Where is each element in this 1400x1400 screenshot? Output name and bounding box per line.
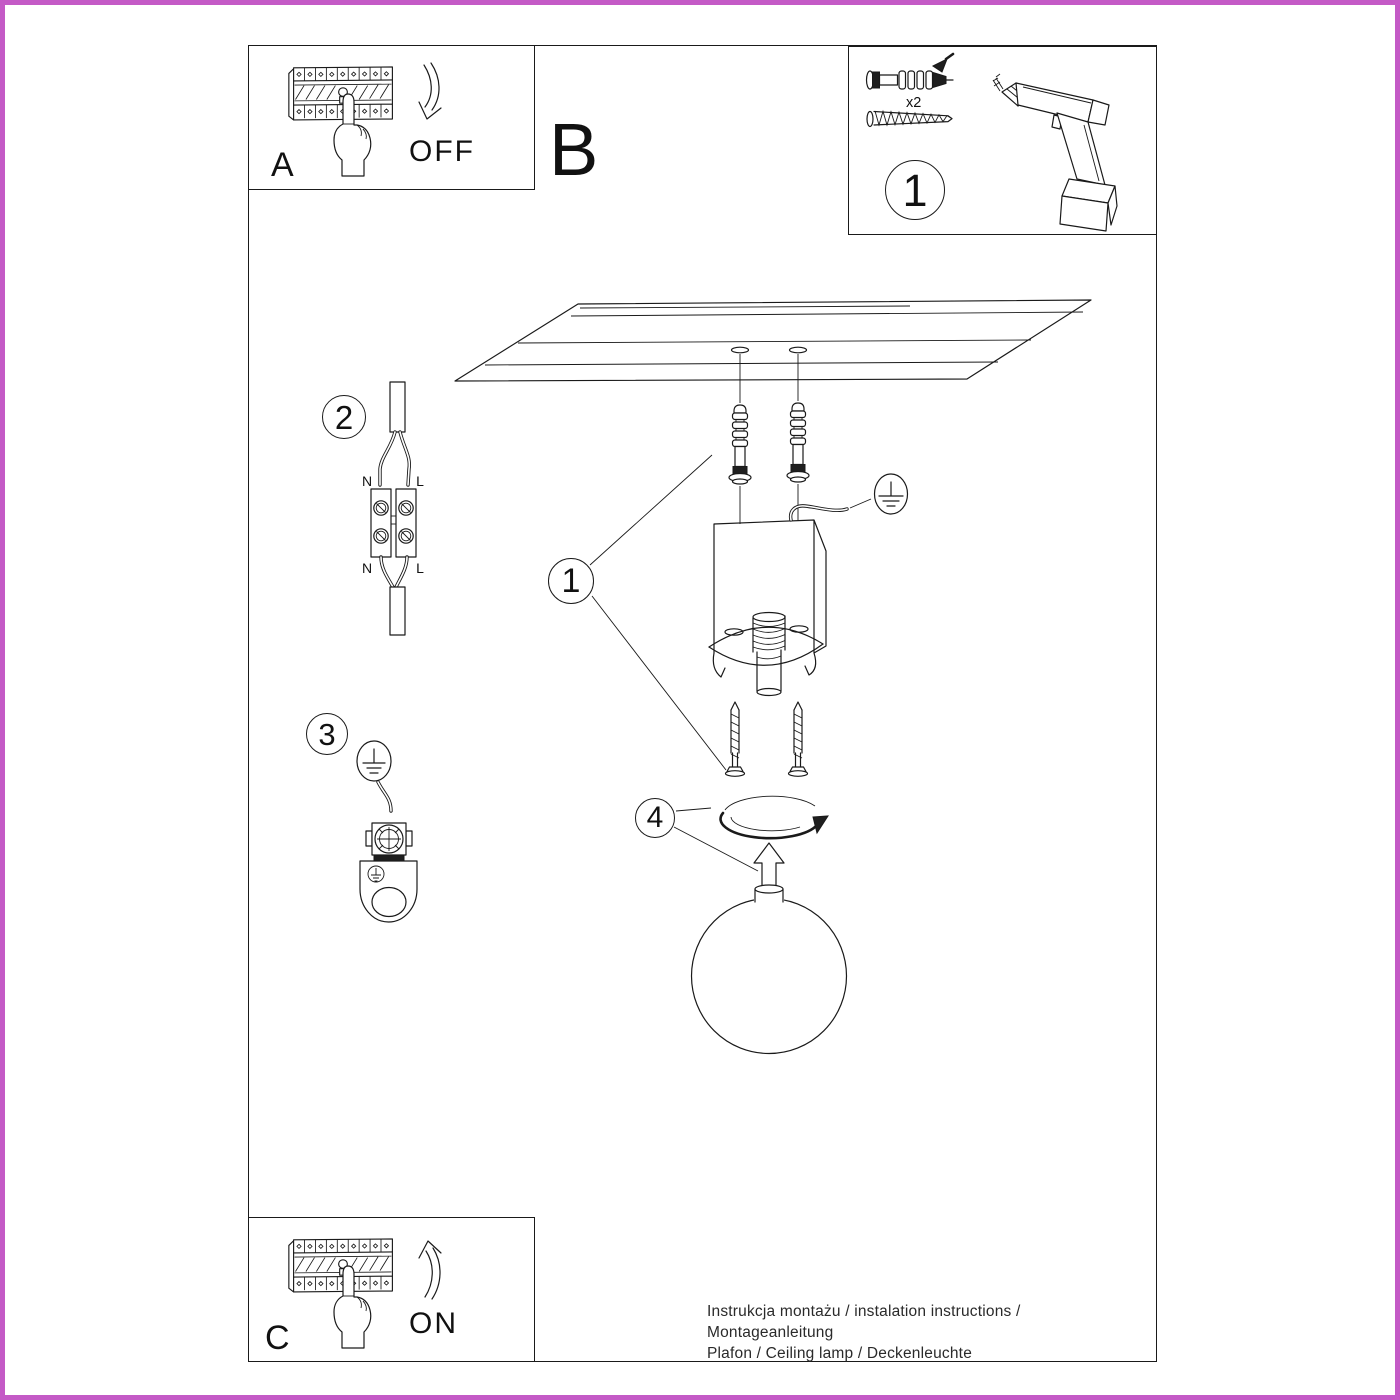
quantity-label: x2 xyxy=(906,95,922,111)
step-a-power-off-box xyxy=(248,45,535,190)
mount-screw-left xyxy=(726,702,745,776)
step-3-badge: 3 xyxy=(306,713,348,755)
terminal-block xyxy=(371,489,416,557)
wire-label-n-top: N xyxy=(361,473,373,489)
arrow-down-icon xyxy=(419,63,441,119)
wire-label-l-bottom: L xyxy=(416,560,424,576)
arrow-up-icon xyxy=(419,1241,441,1299)
step-4-badge: 4 xyxy=(635,798,675,838)
glass-globe xyxy=(692,885,847,1054)
lamp-mount-body xyxy=(709,506,847,696)
screw-icon xyxy=(867,111,952,127)
earth-ground-icon xyxy=(875,474,908,514)
wall-plug-icon xyxy=(867,54,954,89)
wire-label-n-bottom: N xyxy=(361,560,373,576)
wall-plug-left xyxy=(729,405,751,484)
ceiling-panel xyxy=(455,300,1091,381)
footer-line-1: Instrukcja montażu / instalation instructions / Montageanleitung xyxy=(707,1303,1021,1341)
leader-line-step4 xyxy=(674,808,758,871)
wall-plug-right xyxy=(787,403,809,482)
circuit-breaker-icon xyxy=(289,67,393,120)
wire-label-l-top: L xyxy=(416,473,424,489)
lamp-socket xyxy=(753,613,785,696)
assembly-diagram xyxy=(435,290,1110,1065)
drill-icon xyxy=(993,74,1117,231)
box-a-action-label: OFF xyxy=(409,135,475,168)
tools-step-badge: 1 xyxy=(885,160,945,220)
box-c-label: C xyxy=(265,1319,290,1357)
step-1-badge: 1 xyxy=(548,558,594,604)
leader-line-earth xyxy=(850,499,871,508)
box-a-label: A xyxy=(271,146,294,184)
lamp-cable-bottom xyxy=(390,587,405,635)
wires-merge-bottom xyxy=(381,557,407,587)
mount-screw-right xyxy=(789,702,808,776)
leader-line-step1 xyxy=(590,455,726,770)
earthing-diagram xyxy=(345,740,430,935)
footer-line-2: Plafon / Ceiling lamp / Deckenleuchte xyxy=(707,1345,973,1362)
circuit-breaker-icon xyxy=(289,1239,393,1292)
step-c-power-on-box xyxy=(248,1217,535,1362)
footer-captions xyxy=(707,1301,1147,1364)
box-c-action-label: ON xyxy=(409,1307,458,1340)
earth-ground-icon xyxy=(357,741,391,781)
retaining-ring xyxy=(721,796,828,838)
wires-split-top xyxy=(380,432,409,485)
wiring-diagram xyxy=(355,375,440,645)
step-2-badge: 2 xyxy=(322,395,366,439)
section-b-label: B xyxy=(549,108,599,191)
mains-cable-top xyxy=(390,382,405,432)
earth-terminal-clamp xyxy=(360,823,417,922)
